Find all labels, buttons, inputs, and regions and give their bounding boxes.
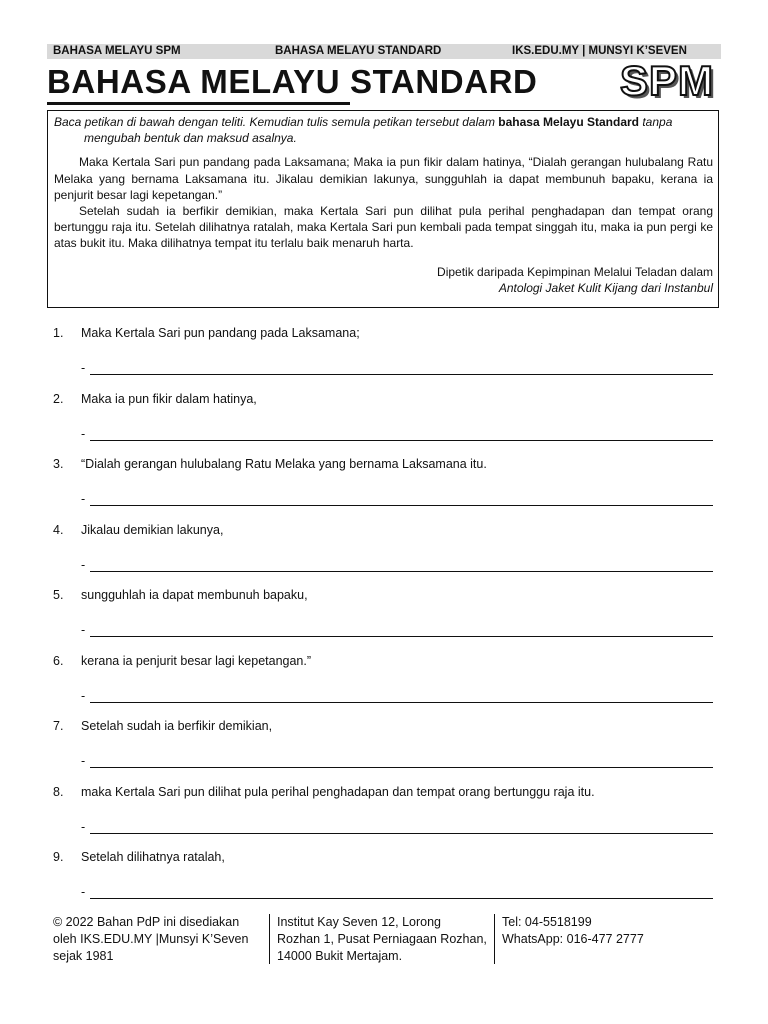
instruction-part1: Baca petikan di bawah dengan teliti. Kemudian tulis semula petikan tersebut dalam bbox=[54, 115, 499, 129]
footer-copyright-line: sejak 1981 bbox=[53, 949, 114, 963]
question-text: “Dialah gerangan hulubalang Ratu Melaka yang bernama Laksamana itu. bbox=[81, 457, 487, 471]
question-number: 4. bbox=[53, 522, 64, 537]
question-number: 1. bbox=[53, 326, 64, 340]
question-item: 2. Maka ia pun fikir dalam hatinya, - bbox=[53, 392, 719, 458]
question-number: 9. bbox=[53, 850, 64, 864]
footer-copyright bbox=[53, 914, 258, 965]
footer-address-line: Institut Kay Seven 12, Lorong bbox=[277, 915, 441, 929]
question-number: 2. bbox=[53, 391, 64, 406]
footer bbox=[53, 914, 723, 966]
question-list bbox=[53, 326, 719, 916]
question-item: 3. “Dialah gerangan hulubalang Ratu Melaka yang bernama Laksamana itu. - bbox=[53, 457, 719, 523]
footer-divider bbox=[269, 914, 270, 964]
question-number: 6. bbox=[53, 653, 64, 668]
question-text: Jikalau demikian lakunya, bbox=[81, 522, 224, 537]
question-number: 8. bbox=[53, 784, 64, 799]
question-item: 8. maka Kertala Sari pun dilihat pula perihal penghadapan dan tempat orang bertunggu raja itu. - bbox=[53, 785, 719, 851]
passage-source bbox=[54, 264, 713, 296]
footer-divider bbox=[494, 914, 495, 964]
footer-whatsapp: WhatsApp: 016-477 2777 bbox=[502, 932, 644, 946]
title-underline bbox=[47, 102, 350, 105]
question-number: 5. bbox=[53, 588, 64, 602]
footer-copyright-line: © 2022 Bahan PdP ini disediakan bbox=[53, 915, 240, 929]
header-middle-label: BAHASA MELAYU STANDARD bbox=[275, 45, 442, 57]
question-text: maka Kertala Sari pun dilihat pula perihal penghadapan dan tempat orang bertunggu raja itu. bbox=[81, 784, 595, 799]
question-number: 3. bbox=[53, 457, 64, 471]
footer-address bbox=[277, 914, 492, 965]
question-text: sungguhlah ia dapat membunuh bapaku, bbox=[81, 588, 308, 602]
question-text: Setelah dilihatnya ratalah, bbox=[81, 850, 225, 864]
instruction-bold: bahasa Melayu Standard bbox=[498, 115, 639, 129]
footer-contact bbox=[502, 914, 712, 948]
instruction-part2: tanpa bbox=[639, 115, 673, 129]
page-title: BAHASA MELAYU STANDARD bbox=[47, 63, 538, 100]
header-right-label: IKS.EDU.MY | MUNSYI K’SEVEN bbox=[512, 45, 687, 57]
instruction bbox=[54, 114, 713, 146]
question-item: 7. Setelah sudah ia berfikir demikian, - bbox=[53, 719, 719, 785]
spm-badge: SPM bbox=[620, 57, 715, 104]
footer-address-line: 14000 Bukit Mertajam. bbox=[277, 949, 403, 963]
question-text: Maka ia pun fikir dalam hatinya, bbox=[81, 391, 257, 406]
question-number: 7. bbox=[53, 719, 64, 733]
instruction-line2: mengubah bentuk dan maksud asalnya. bbox=[84, 131, 297, 146]
header-left-label: BAHASA MELAYU SPM bbox=[53, 45, 181, 57]
question-item: 9. Setelah dilihatnya ratalah, - bbox=[53, 850, 719, 916]
passage-box bbox=[47, 110, 719, 308]
source-line-1: Dipetik daripada Kepimpinan Melalui Teladan dalam bbox=[437, 264, 713, 279]
footer-address-line: Rozhan 1, Pusat Perniagaan Rozhan, bbox=[277, 932, 487, 946]
question-item: 1. Maka Kertala Sari pun pandang pada Laksamana; - bbox=[53, 326, 719, 392]
footer-copyright-line: oleh IKS.EDU.MY |Munsyi K’Seven bbox=[53, 932, 249, 946]
question-item: 6. kerana ia penjurit besar lagi kepetangan.” - bbox=[53, 654, 719, 720]
question-text: kerana ia penjurit besar lagi kepetangan.” bbox=[81, 653, 312, 668]
question-text: Setelah sudah ia berfikir demikian, bbox=[81, 719, 273, 733]
question-item: 5. sungguhlah ia dapat membunuh bapaku, - bbox=[53, 588, 719, 654]
passage-paragraph-2: Setelah sudah ia berfikir demikian, maka Kertala Sari pun dilihat pula perihal penghadapan dan tempat orang bertunggu raja itu. Setelah dilihatnya ratalah, maka Kertala Sari pun kembali pada tempat singgah itu, maka ia pun pergi ke atas bukit itu. Maka dilihatnya tempat itu terlalu baik menaruh harta. bbox=[54, 204, 713, 251]
footer-phone: Tel: 04-5518199 bbox=[502, 915, 592, 929]
question-item: 4. Jikalau demikian lakunya, - bbox=[53, 523, 719, 589]
passage-paragraph-1: Maka Kertala Sari pun pandang pada Laksamana; Maka ia pun fikir dalam hatinya, “Dialah gerangan hulubalang Ratu Melaka yang bernama Laksamana itu. Jikalau demikian lakunya, sungguhlah ia dapat membunuh bapaku, kerana ia penjurit besar lagi kepetangan.” bbox=[54, 155, 713, 202]
source-line-2: Antologi Jaket Kulit Kijang dari Instanbul bbox=[498, 280, 713, 295]
question-text: Maka Kertala Sari pun pandang pada Laksamana; bbox=[81, 326, 360, 340]
